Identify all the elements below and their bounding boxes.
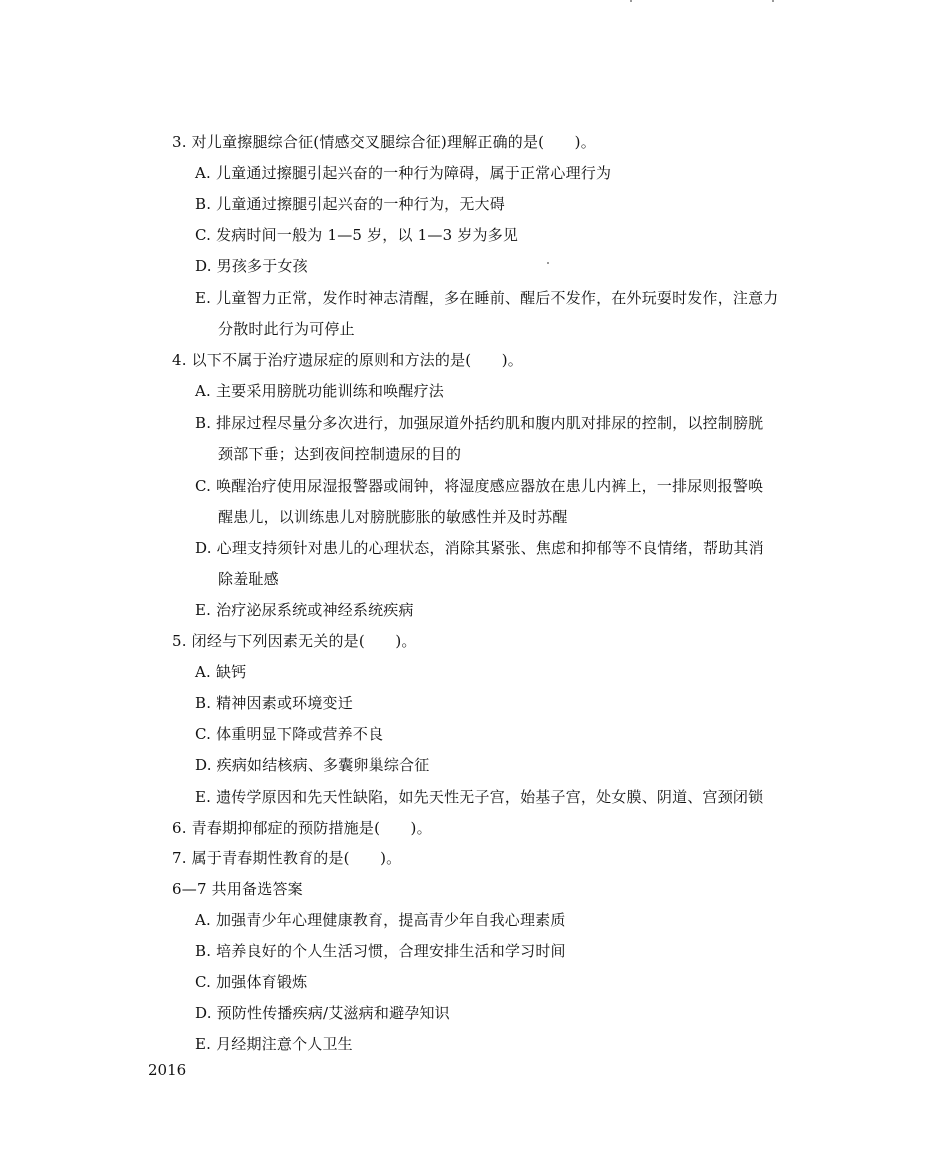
question-3-option-b: B. 儿童通过擦腿引起兴奋的一种行为，无大碍 [195,195,505,213]
question-4-option-d-continued: 除羞耻感 [218,570,279,588]
shared-option-c: C. 加强体育锻炼 [195,973,308,991]
scan-speck [547,262,549,264]
question-4-option-b: B. 排尿过程尽量分多次进行，加强尿道外括约肌和腹内肌对排尿的控制，以控制膀胱 [195,414,764,432]
question-5-option-b: B. 精神因素或环境变迁 [195,694,353,712]
question-4-option-a: A. 主要采用膀胱功能训练和唤醒疗法 [195,382,444,400]
question-5-option-d: D. 疾病如结核病、多囊卵巢综合征 [195,756,430,774]
question-4-option-c: C. 唤醒治疗使用尿湿报警器或闹钟，将湿度感应器放在患儿内裤上，一排尿则报警唤 [195,477,764,495]
question-4-option-e: E. 治疗泌尿系统或神经系统疾病 [195,601,414,619]
shared-option-b: B. 培养良好的个人生活习惯，合理安排生活和学习时间 [195,942,566,960]
question-5-option-c: C. 体重明显下降或营养不良 [195,725,384,743]
question-5-stem: 5. 闭经与下列因素无关的是( )。 [172,632,417,650]
question-3-stem: 3. 对儿童擦腿综合征(情感交叉腿综合征)理解正确的是( )。 [172,133,596,151]
shared-option-d: D. 预防性传播疾病/艾滋病和避孕知识 [195,1004,450,1022]
shared-option-a: A. 加强青少年心理健康教育，提高青少年自我心理素质 [195,911,566,929]
question-5-option-e: E. 遗传学原因和先天性缺陷，如先天性无子宫，始基子宫，处女膜、阴道、宫颈闭锁 [195,788,764,806]
question-3-option-c: C. 发病时间一般为 1—5 岁，以 1—3 岁为多见 [195,226,519,244]
question-3-option-e-continued: 分散时此行为可停止 [218,320,355,338]
question-3-option-e: E. 儿童智力正常，发作时神志清醒，多在睡前、醒后不发作，在外玩耍时发作，注意力 [195,289,779,307]
question-5-option-a: A. 缺钙 [195,663,247,681]
scan-speck [772,0,774,2]
shared-option-e: E. 月经期注意个人卫生 [195,1035,353,1053]
shared-options-heading: 6—7 共用备选答案 [172,880,303,898]
question-7-stem: 7. 属于青春期性教育的是( )。 [172,849,402,867]
question-3-option-a: A. 儿童通过擦腿引起兴奋的一种行为障碍，属于正常心理行为 [195,164,612,182]
question-3-option-d: D. 男孩多于女孩 [195,257,308,275]
question-4-stem: 4. 以下不属于治疗遗尿症的原则和方法的是( )。 [172,351,523,369]
question-4-option-b-continued: 颈部下垂；达到夜间控制遗尿的目的 [218,445,462,463]
question-4-option-d: D. 心理支持须针对患儿的心理状态，消除其紧张、焦虑和抑郁等不良情绪，帮助其消 [195,539,764,557]
question-6-stem: 6. 青春期抑郁症的预防措施是( )。 [172,819,432,837]
page-number: 2016 [148,1061,187,1079]
scan-speck [630,0,632,2]
question-4-option-c-continued: 醒患儿，以训练患儿对膀胱膨胀的敏感性并及时苏醒 [218,508,568,526]
